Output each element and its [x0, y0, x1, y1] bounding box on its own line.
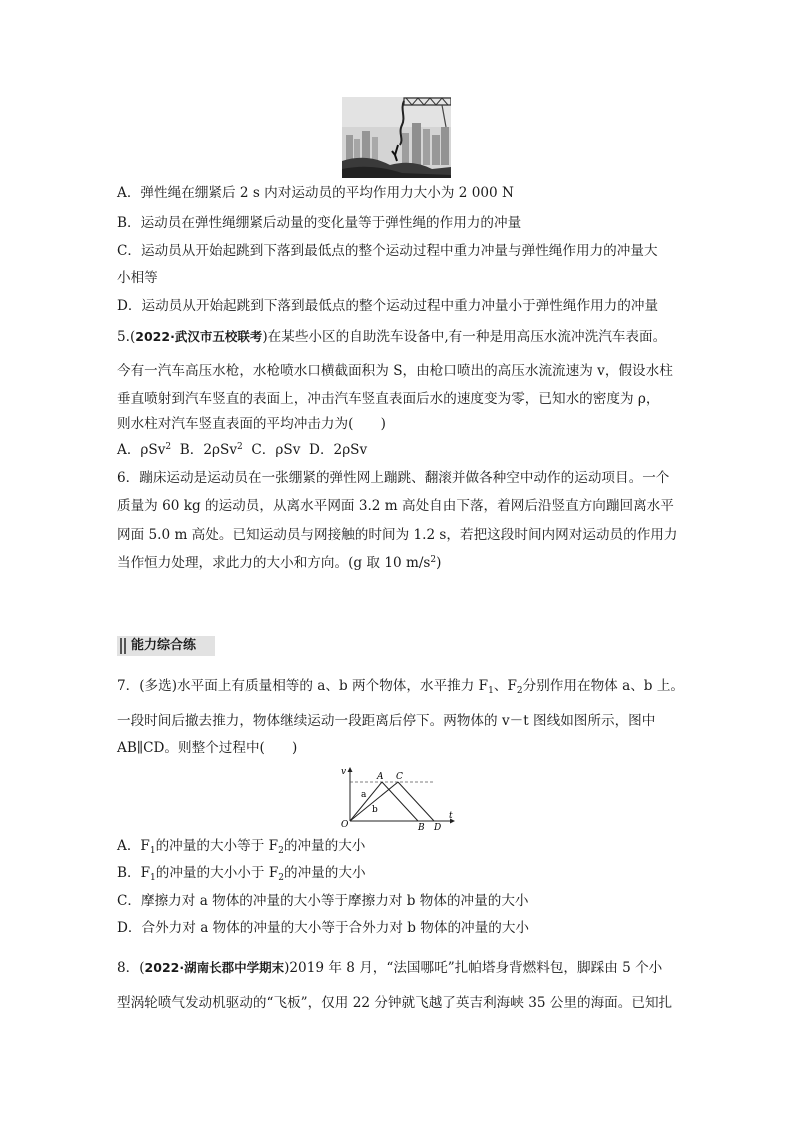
q7-stem-2: 一段时间后撤去推力，物体继续运动一段距离后停下。两物体的 v－t 图线如图所示，图中 — [117, 713, 656, 729]
q6-stem-4: 当作恒力处理，求此力的大小和方向。(g 取 10 $m/s^2$) — [117, 555, 442, 571]
q7-stem-3: AB∥CD。则整个过程中( ) — [117, 740, 298, 756]
q5-stem-4: 则水柱对汽车竖直表面的平均冲击力为( ) — [117, 416, 386, 432]
line-cd — [398, 782, 434, 821]
label-b-point: B — [418, 823, 425, 831]
label-t: t — [449, 811, 453, 821]
section-bar-1 — [120, 638, 122, 654]
q7-option-b: B．$F_1$的冲量的大小小于 $F_2$的冲量的大小 — [117, 865, 366, 883]
q7-option-a: A．$F_1$的冲量的大小等于 $F_2$的冲量的大小 — [117, 838, 366, 856]
label-d-point: D — [434, 823, 442, 831]
line-a-rise — [350, 782, 382, 821]
q7-option-d: D．合外力对 a 物体的冲量的大小等于合外力对 b 物体的冲量的大小 — [117, 920, 530, 936]
label-v: v — [341, 767, 347, 777]
label-o: O — [341, 820, 349, 830]
q4-option-d: D．运动员从开始起跳到下落到最低点的整个运动过程中重力冲量小于弹性绳作用力的冲量 — [117, 298, 659, 314]
line-b-rise — [350, 782, 398, 821]
label-c-point: C — [396, 772, 403, 782]
q4-option-c: C．运动员从开始起跳到下落到最低点的整个运动过程中重力冲量与弹性绳作用力的冲量大 — [117, 243, 658, 259]
q6-stem-3: 网面 5.0 m 高处。已知运动员与网接触的时间为 1.2 s，若把这段时间内网对运动员的作用力 — [117, 527, 678, 543]
section-header — [117, 636, 215, 656]
q8-source: 2022·湖南长郡中学期末 — [144, 960, 285, 975]
label-a-line: a — [361, 790, 367, 800]
q4-option-b: B．运动员在弹性绳绷紧后动量的变化量等于弹性绳的作用力的冲量 — [117, 215, 522, 231]
vt-graph — [338, 765, 458, 831]
label-a-point: A — [377, 772, 384, 782]
q5-stem-1: 5.(2022·武汉市五校联考)在某些小区的自助洗车设备中,有一种是用高压水流冲洗汽车表面。 — [117, 329, 667, 345]
q6-stem-2: 质量为 60 kg 的运动员，从离水平网面 3.2 m 高处自由下落，着网后沿竖直方向蹦回离水平 — [117, 498, 674, 514]
q8-stem-2: 型涡轮喷气发动机驱动的“飞板”，仅用 22 分钟就飞越了英吉利海峡 35 公里的海面。已知扎 — [117, 995, 673, 1011]
line-ab — [382, 782, 418, 821]
q5-stem-2: 今有一汽车高压水枪，水枪喷水口横截面积为 S，由枪口喷出的高压水流流速为 v，假设水柱 — [117, 363, 673, 379]
q4-option-a: A．弹性绳在绷紧后 2 s 内对运动员的平均作用力大小为 2 000 N — [117, 185, 514, 201]
q6-stem-1: 6．蹦床运动是运动员在一张绷紧的弹性网上蹦跳、翻滚并做各种空中动作的运动项目。一个 — [117, 470, 670, 486]
label-b-line: b — [372, 805, 378, 815]
q7-option-c: C．摩擦力对 a 物体的冲量的大小等于摩擦力对 b 物体的冲量的大小 — [117, 893, 529, 909]
bungee-photo — [342, 97, 451, 178]
q7-stem-1: 7．(多选)水平面上有质量相等的 a、b 两个物体，水平推力 $F_1$、$F_2$分别作用在物体 a、b 上。 — [117, 678, 685, 696]
q4-option-c-cont: 小相等 — [117, 270, 158, 286]
q5-stem-3: 垂直喷射到汽车竖直的表面上，冲击汽车竖直表面后水的速度变为零，已知水的密度为 ρ， — [117, 391, 660, 407]
q8-stem-1: 8．(2022·湖南长郡中学期末)2019 年 8 月，“法国哪吒”扎帕塔身背燃料包，脚踩由 5 个小 — [117, 960, 663, 976]
section-bar-2 — [124, 638, 126, 654]
q5-options: A．ρSv$^2$ B．2ρSv$^2$ C．ρSv D．2ρSv — [117, 442, 368, 458]
q5-source: 2022·武汉市五校联考 — [135, 329, 263, 344]
section-title: 能力综合练 — [131, 638, 197, 653]
